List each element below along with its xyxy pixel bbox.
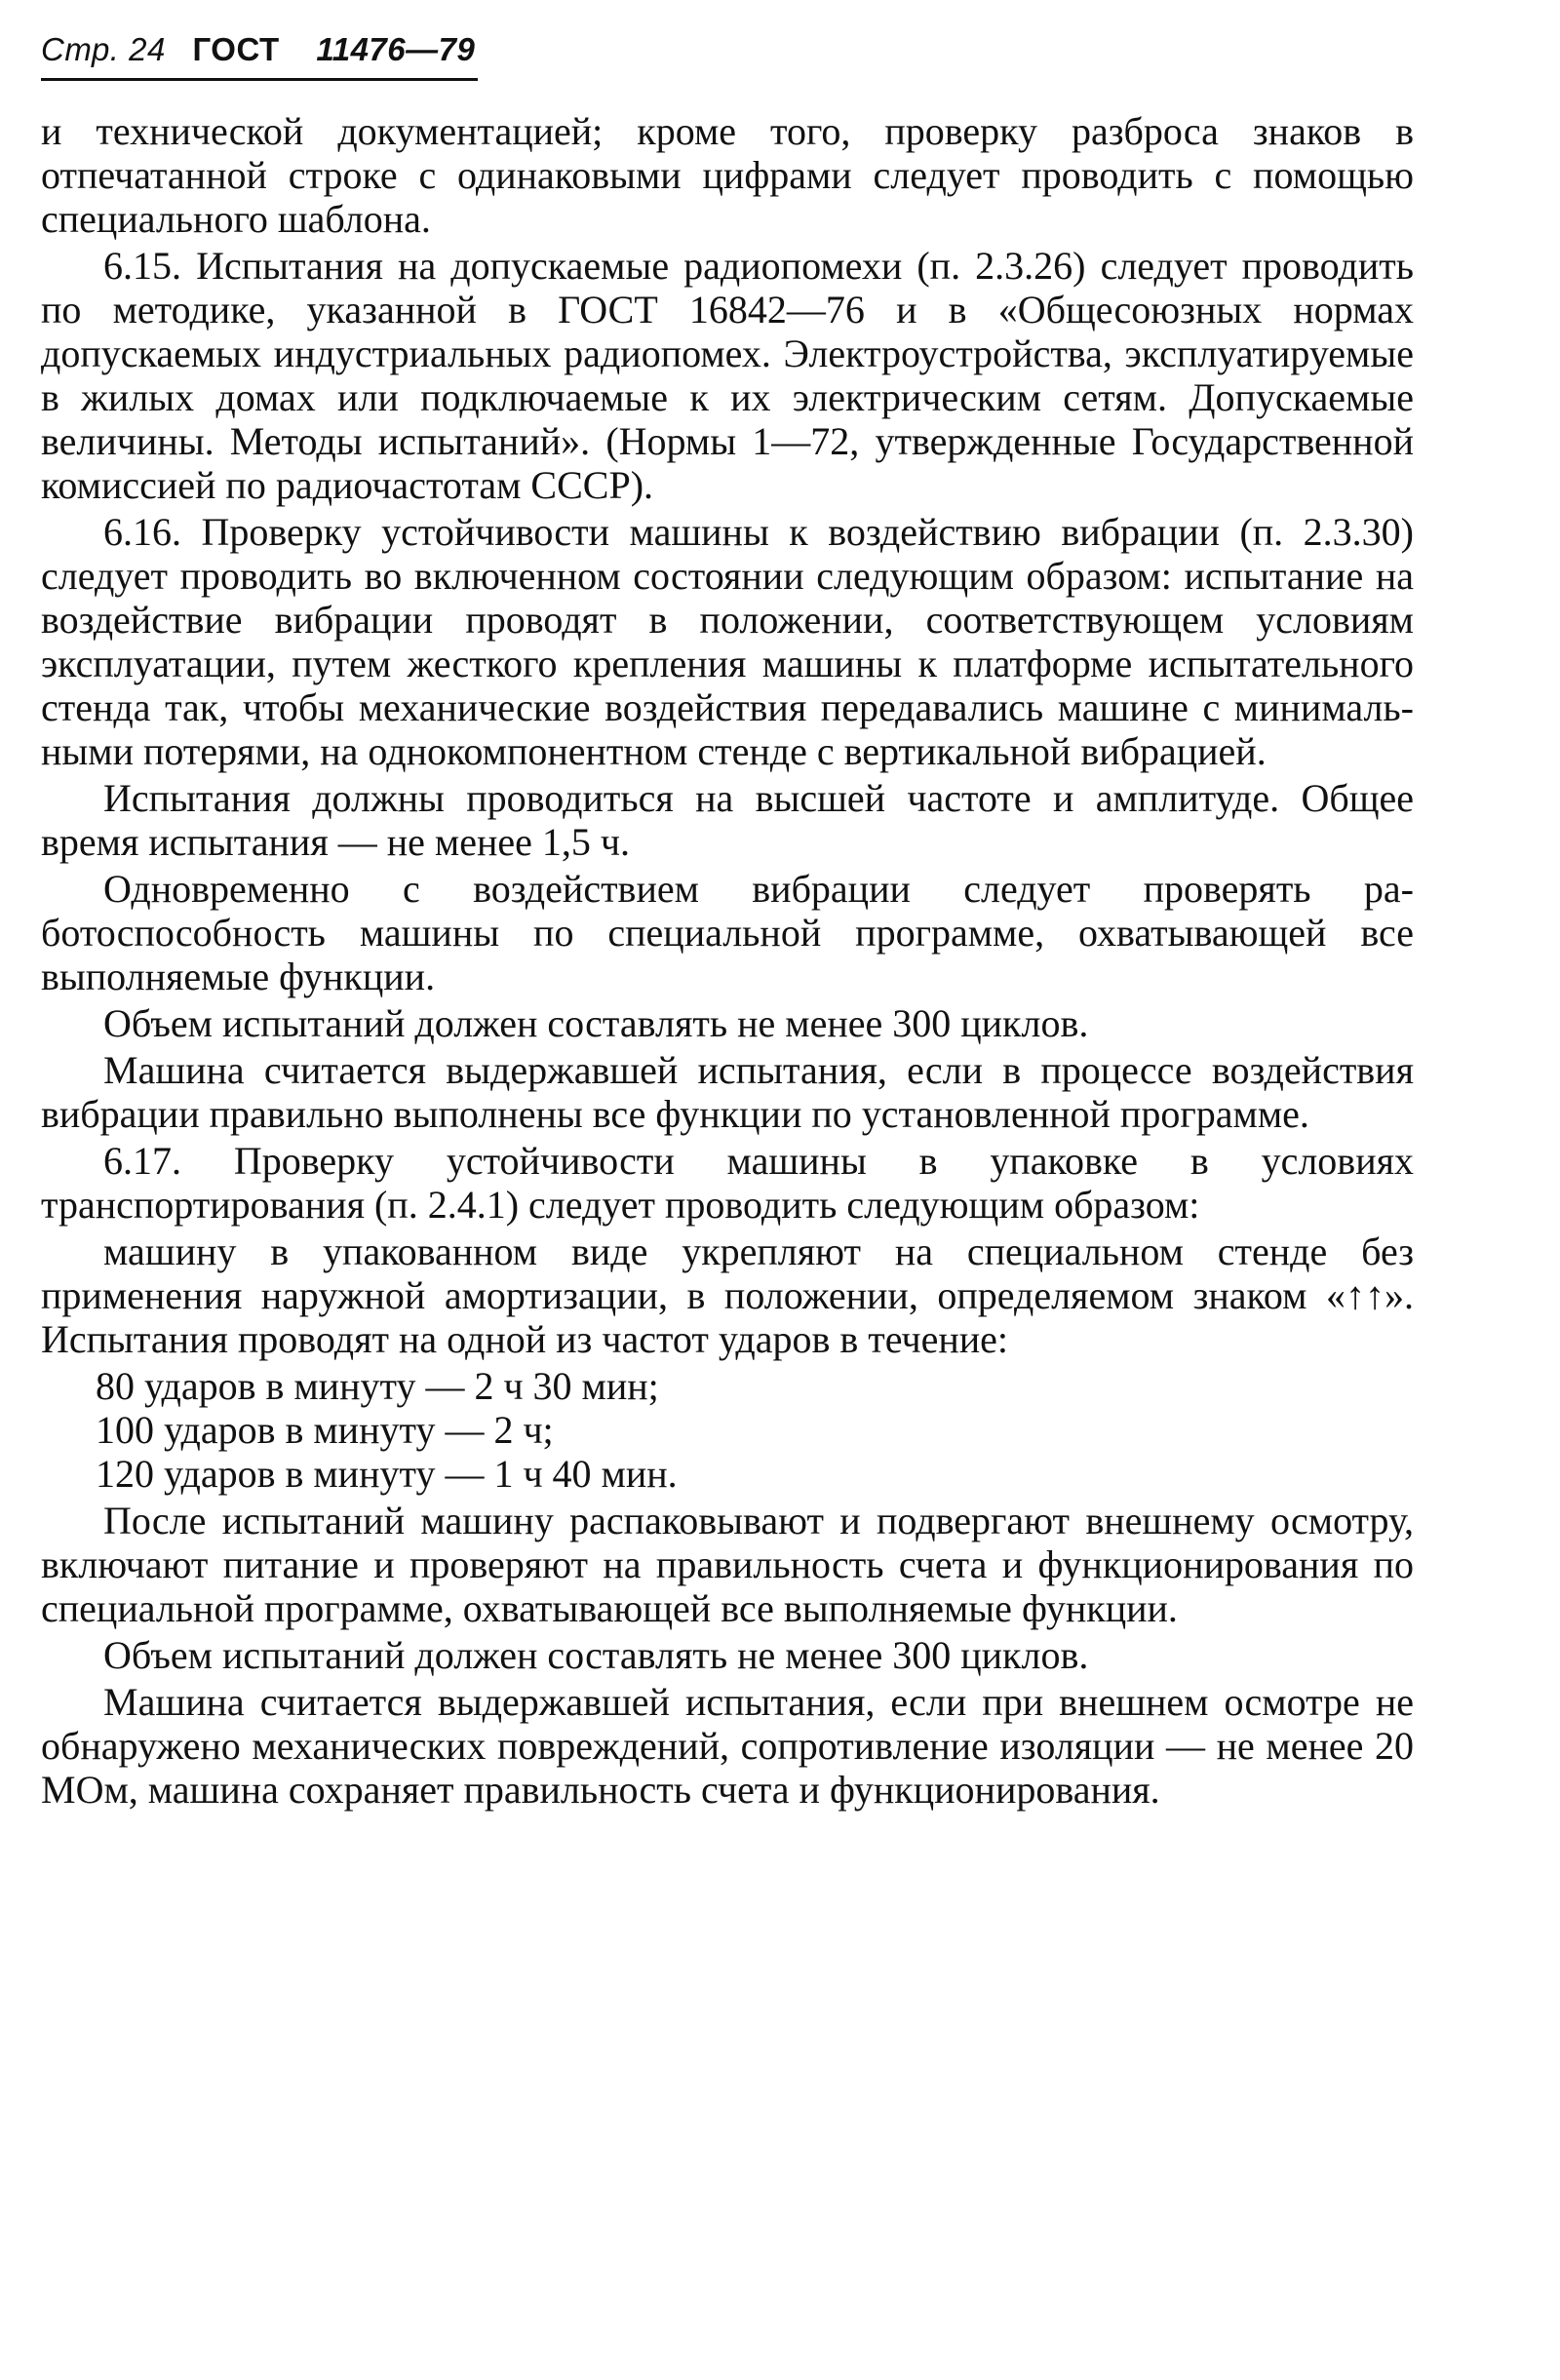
clause-number: 6.17. xyxy=(103,1139,181,1183)
clause-6-17 xyxy=(41,1139,1414,1227)
impact-list xyxy=(41,1364,1414,1496)
clause-text: Испытания на допускаемые радиопомехи (п. 2.3.26) следует проводить по методике, указанной в ГОСТ 16842—76 и в «Общесоюзных нормах допускаемых индустриальных радиопомех. Электроустройства, эксплуатируемые в жилых домах или подключаемые к их электрическим сетям. Допускаемые величины. Методы испытаний». (Нормы 1—72, утвержденные Государственной комиссией по радиочастотам СССР). xyxy=(41,244,1414,507)
list-item: 100 ударов в минуту — 2 ч; xyxy=(96,1408,554,1452)
paragraph-packaged-mounting: машину в упакованном виде укрепляют на специальном стенде без применения наружной амортизации, в положении, определяемом знаком «↑↑». Испытания проводят на одной из частот ударов в течение: xyxy=(41,1229,1414,1361)
paragraph-pass-criteria: Машина считается выдержавшей испытания, если в процессе воздействия вибрации правильно выполнены все функции по установленной программе. xyxy=(41,1048,1414,1136)
header-rule xyxy=(41,78,478,81)
header-standard-number: 11476—79 xyxy=(316,31,476,67)
page-header xyxy=(41,31,475,68)
paragraph-final-criteria: Машина считается выдержавшей испытания, если при внешнем осмотре не обнаружено механических повреждений, сопротивление изоляции — не менее 20 МОм, машина сохраняет правильность счета и функционирования. xyxy=(41,1680,1414,1812)
paragraph-continuation: и технической документацией; кроме того, проверку разброса знаков в отпечатанной строке с одинаковыми цифрами следует проводить с помощью специального шаблона. xyxy=(41,109,1414,241)
header-standard: ГОСТ xyxy=(192,31,280,67)
list-item: 120 ударов в минуту — 1 ч 40 мин. xyxy=(96,1452,678,1496)
clause-6-15 xyxy=(41,244,1414,507)
clause-6-16 xyxy=(41,510,1414,773)
clause-text: Проверку устойчивости машины к воздействию вибрации (п. 2.3.30) следует проводить во включенном состоянии следующим образом: испытание на воздействие вибрации проводят в положении, соответствующем условиям эксплуатации, путем жесткого крепления машины к платформе испытательного стенда так, чтобы механические воздействия передавались машине с минимальными потерями, на однокомпонентном стенде с вертикальной вибрацией. xyxy=(41,510,1414,773)
header-page-label: Стр. 24 xyxy=(41,31,166,67)
clause-text: Проверку устойчивости машины в упаковке в условиях транспортирования (п. 2.4.1) следует проводить следующим образом: xyxy=(41,1139,1415,1227)
clause-number: 6.16. xyxy=(103,510,181,554)
paragraph-after-test: После испытаний машину распаковывают и подвергают внешнему осмотру, включают питание и проверяют на правильность счета и функционирования по специальной программе, охватывающей все выполняемые функции. xyxy=(41,1499,1414,1630)
list-item: 80 ударов в минуту — 2 ч 30 мин; xyxy=(96,1364,659,1408)
clause-number: 6.15. xyxy=(103,244,181,288)
document-body xyxy=(41,109,1414,1814)
paragraph-test-volume: Объем испытаний должен составлять не менее 300 циклов. xyxy=(103,1001,1089,1045)
paragraph-test-volume-2: Объем испытаний должен составлять не менее 300 циклов. xyxy=(103,1633,1089,1677)
paragraph-test-duration: Испытания должны проводиться на высшей частоте и амплитуде. Общее время испытания — не менее 1,5 ч. xyxy=(41,776,1414,864)
paragraph-functional-check: Одновременно с воздействием вибрации следует проверять работоспособность машины по специальной программе, охватывающей все выполняемые функции. xyxy=(41,867,1414,998)
